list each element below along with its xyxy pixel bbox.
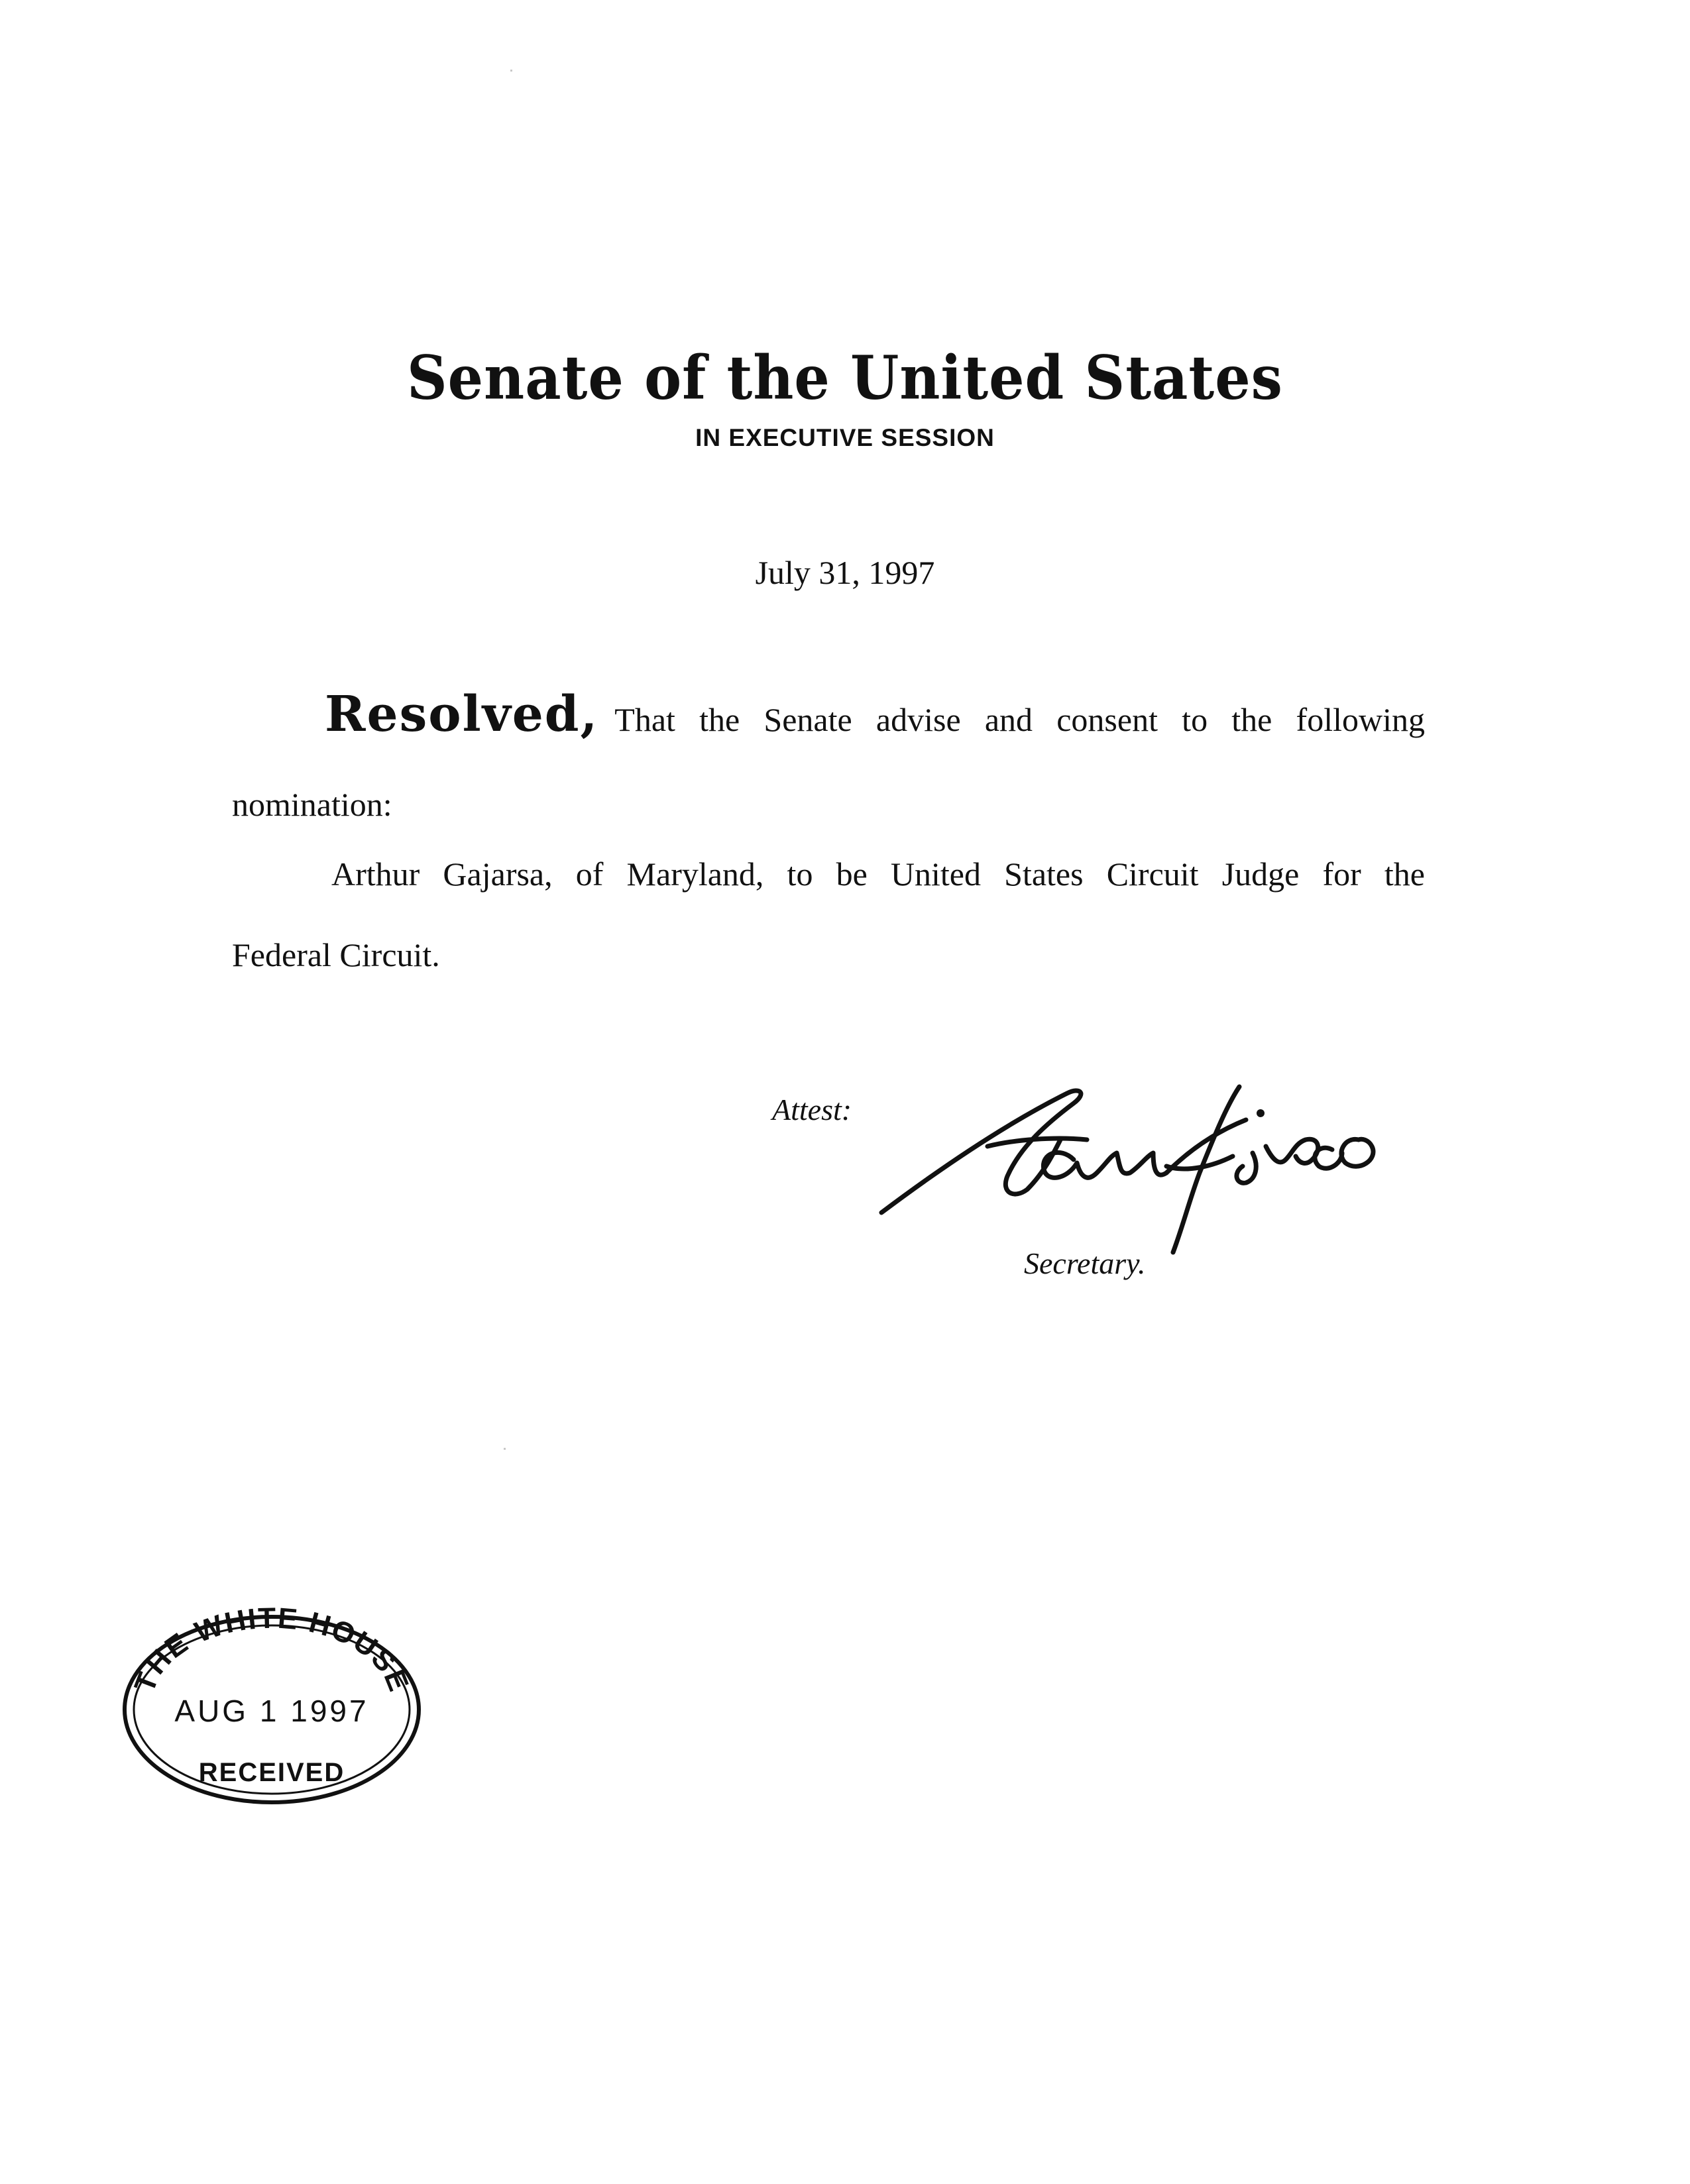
document-subtitle: IN EXECUTIVE SESSION — [695, 424, 995, 451]
scan-speck — [510, 70, 512, 72]
secretary-label: Secretary. — [1024, 1246, 1146, 1280]
attest-label: Attest: — [772, 1093, 852, 1126]
resolved-word: Resolved, — [325, 686, 599, 743]
resolution-text-continued: nomination: — [232, 786, 392, 823]
stamp-line-2: AUG 1 1997 — [174, 1694, 369, 1728]
stamp-line-1: THE WHITE HOUSE — [128, 1604, 416, 1697]
white-house-received-stamp — [113, 1604, 431, 1816]
resolution-first-line — [325, 686, 1425, 743]
stamp-line-3: RECEIVED — [198, 1758, 345, 1787]
document-title: Senate of the United States — [407, 342, 1283, 413]
nomination-text: Arthur Gajarsa, of Maryland, to be United States Circuit Judge for the — [331, 855, 1425, 893]
resolution-text: That the Senate advise and consent to the following — [614, 701, 1425, 738]
scan-speck — [504, 1448, 506, 1450]
nomination-text-continued: Federal Circuit. — [232, 936, 440, 973]
secretary-signature — [855, 1067, 1451, 1266]
svg-text:THE WHITE HOUSE — [128, 1604, 415, 1697]
document-date: July 31, 1997 — [755, 554, 935, 591]
